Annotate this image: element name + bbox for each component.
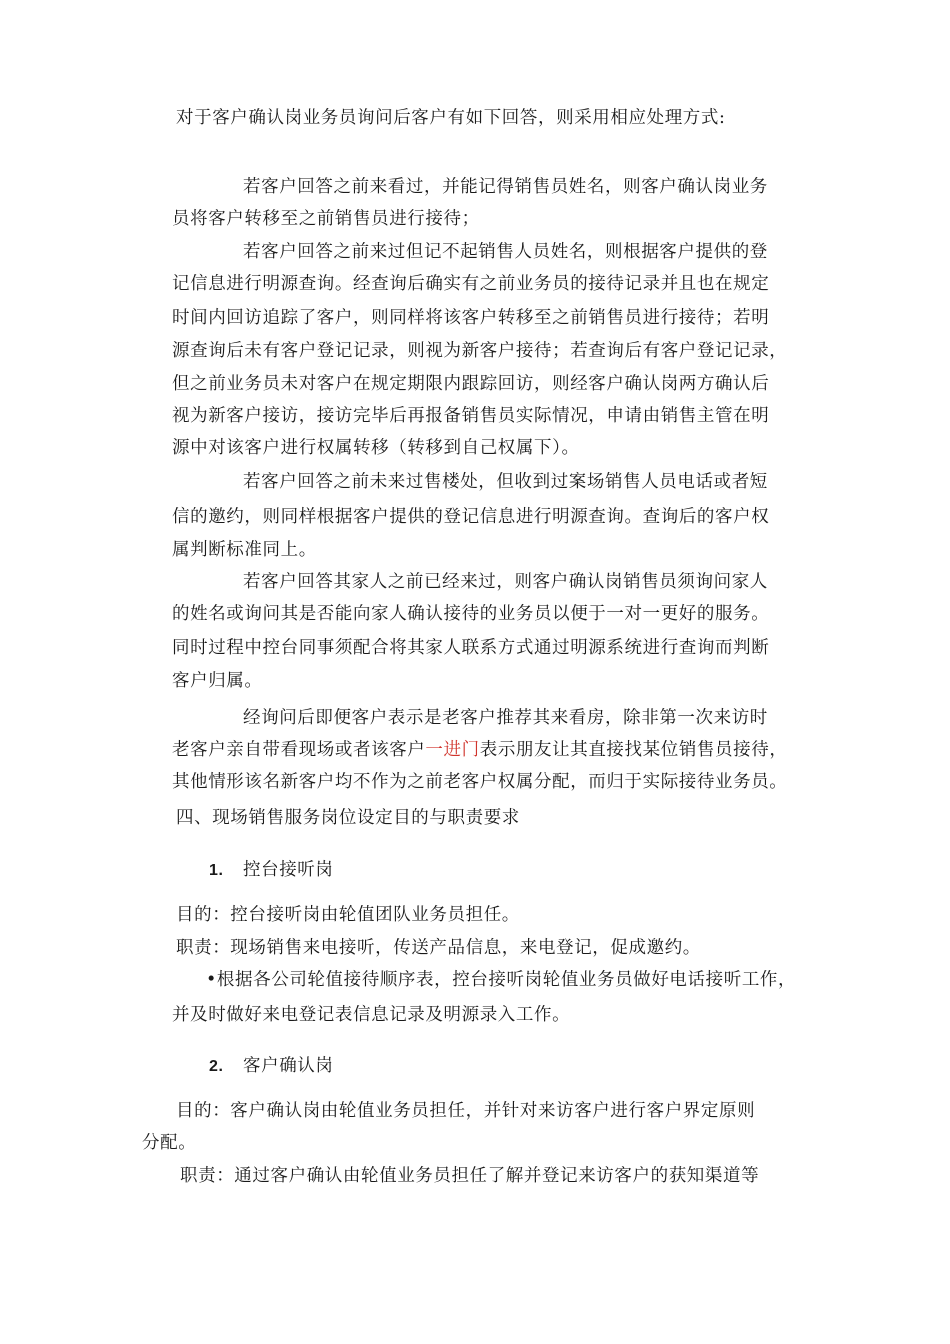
para4-line1: 若客户回答其家人之前已经来过，则客户确认岗销售员须询问家人 [243, 572, 768, 592]
para2-line7: 源中对该客户进行权属转移（转移到自己权属下）。 [172, 438, 580, 458]
para4-line4: 客户归属。 [172, 671, 263, 691]
para5-line1: 经询问后即便客户表示是老客户推荐其来看房，除非第一次来访时 [243, 708, 768, 728]
item1-bullet-line1: •根据各公司轮值接待顺序表，控台接听岗轮值业务员做好电话接听工作， [206, 970, 797, 990]
para5-line2 [172, 738, 787, 762]
para1-line2: 员将客户转移至之前销售员进行接待； [172, 209, 480, 229]
item2-title: 客户确认岗 [243, 1056, 334, 1076]
para2-line1: 若客户回答之前来过但记不起销售人员姓名，则根据客户提供的登 [243, 242, 768, 262]
item2-heading [209, 1054, 334, 1079]
para2-line6: 视为新客户接访，接访完毕后再报备销售员实际情况，申请由销售主管在明 [172, 406, 770, 426]
para5-highlight: 一进门 [425, 740, 480, 760]
item1-title: 控台接听岗 [243, 860, 334, 880]
para3-line1: 若客户回答之前未来过售楼处，但收到过案场销售人员电话或者短 [243, 472, 768, 492]
para1-line1: 若客户回答之前来看过，并能记得销售员姓名，则客户确认岗业务 [243, 177, 768, 197]
para2-line3: 时间内回访追踪了客户，则同样将该客户转移至之前销售员进行接待；若明 [172, 308, 770, 328]
para5-line3: 其他情形该名新客户均不作为之前老客户权属分配，而归于实际接待业务员。 [172, 772, 788, 792]
para4-line3: 同时过程中控台同事须配合将其家人联系方式通过明源系统进行查询而判断 [172, 638, 770, 658]
item1-heading [209, 858, 334, 883]
item1-bullet-line2: 并及时做好来电登记表信息记录及明源录入工作。 [172, 1005, 571, 1025]
item1-number: 1. [209, 862, 224, 879]
para2-line4: 源查询后未有客户登记记录，则视为新客户接待；若查询后有客户登记记录， [172, 341, 788, 361]
section4-heading: 四、现场销售服务岗位设定目的与职责要求 [176, 808, 520, 828]
item2-number: 2. [209, 1058, 224, 1075]
para5-line2-part2: 表示朋友让其直接找某位销售员接待， [479, 740, 788, 760]
para3-line2: 信的邀约，则同样根据客户提供的登记信息进行明源查询。查询后的客户权 [172, 507, 770, 527]
para3-line3: 属判断标准同上。 [172, 540, 317, 560]
para4-line2: 的姓名或询问其是否能向家人确认接待的业务员以便于一对一更好的服务。 [172, 604, 770, 624]
intro-text: 对于客户确认岗业务员询问后客户有如下回答，则采用相应处理方式: [176, 108, 726, 128]
para2-line5: 但之前业务员未对客户在规定期限内跟踪回访，则经客户确认岗两方确认后 [172, 374, 770, 394]
item2-purpose-line2: 分配。 [142, 1133, 197, 1153]
para2-line2: 记信息进行明源查询。经查询后确实有之前业务员的接待记录并且也在规定 [172, 274, 770, 294]
item2-duty-line1: 职责：通过客户确认由轮值业务员担任了解并登记来访客户的获知渠道等 [180, 1166, 760, 1186]
item1-duty: 职责：现场销售来电接听，传送产品信息，来电登记，促成邀约。 [176, 938, 701, 958]
para5-line2-part1: 老客户亲自带看现场或者该客户 [172, 740, 426, 760]
item1-purpose: 目的：控台接听岗由轮值团队业务员担任。 [176, 905, 520, 925]
item2-purpose-line1: 目的：客户确认岗由轮值业务员担任，并针对来访客户进行客户界定原则 [176, 1101, 756, 1121]
